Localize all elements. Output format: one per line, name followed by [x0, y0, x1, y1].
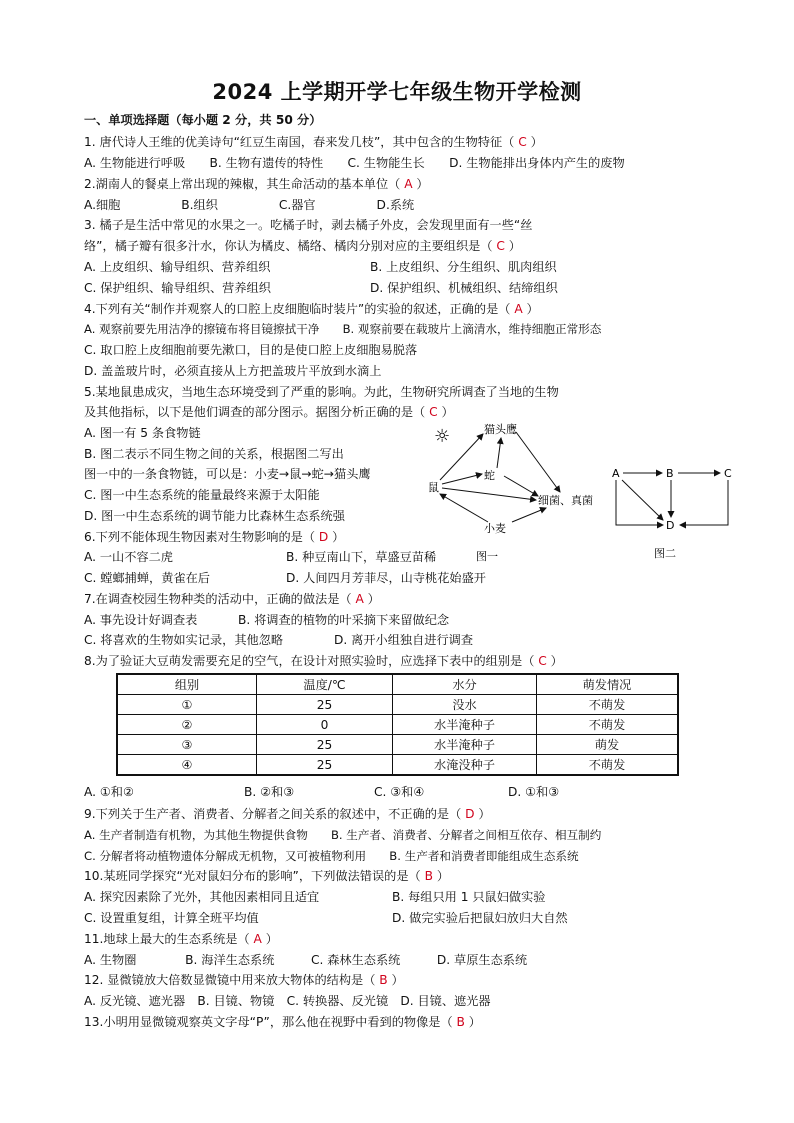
page-title: 2024 上学期开学七年级生物开学检测 — [212, 80, 582, 104]
table-header-row — [117, 674, 678, 695]
arrow-a-d-bracket — [616, 480, 663, 525]
answer: A — [404, 177, 413, 191]
relationship-figure — [608, 460, 738, 568]
question-9-options-ab: A. 生产者制造有机物，为其他生物提供食物 B. 生产者、消费者、分解者之间相互依存、相互制约 — [84, 828, 602, 842]
question-8-option-a: A. ①和② — [84, 785, 134, 799]
table-header: 温度/℃ — [257, 674, 393, 695]
node-c: C — [724, 467, 732, 480]
question-3-option-b: B. 上皮组织、分生组织、肌肉组织 — [370, 260, 557, 274]
question-8-option-c: C. ③和④ — [374, 785, 425, 799]
question-4-options-ab: A. 观察前要先用洁净的擦镜布将目镜擦拭干净 B. 观察前要在载玻片上滴清水，维持细胞正常形态 — [84, 322, 602, 336]
question-10-option-d: D. 做完实验后把鼠妇放归大自然 — [392, 911, 568, 925]
figure-2-caption: 图二 — [654, 547, 676, 560]
section-heading: 一、单项选择题（每小题 2 分，共 50 分） — [84, 113, 322, 127]
question-5-line-1: 5.某地鼠患成灾，当地生态环境受到了严重的影响。为此，生物研究所调查了当地的生物 — [84, 385, 559, 399]
mouse-label: 鼠 — [428, 481, 439, 494]
arrow-mouse-fungi — [442, 488, 536, 500]
table-cell: 萌发 — [537, 735, 679, 755]
table-cell: 不萌发 — [537, 695, 679, 715]
table-cell: 不萌发 — [537, 715, 679, 735]
owl-label: 猫头鹰 — [484, 423, 517, 436]
answer: B — [379, 973, 388, 987]
sun-icon: ☼ — [434, 426, 451, 447]
question-3-line-1: 3. 橘子是生活中常见的水果之一。吃橘子时，剥去橘子外皮，会发现里面有一些“丝 — [84, 218, 533, 232]
question-6-option-b: B. 种豆南山下，草盛豆苗稀 — [286, 550, 437, 564]
question-4: 4.下列有关“制作并观察人的口腔上皮细胞临时装片”的实验的叙述，正确的是（ A ） — [84, 302, 539, 316]
arrow-wheat-fungi — [512, 508, 546, 522]
question-5-line-2: 及其他指标，以下是他们调查的部分图示。据图分析正确的是（ C ） — [84, 405, 454, 419]
question-9-options-cd: C. 分解者将动植物遗体分解成无机物，又可被植物利用 B. 生产者和消费者即能组成生态系统 — [84, 849, 579, 863]
node-a: A — [612, 467, 620, 480]
question-3-line-2: 络”，橘子瓣有很多汁水，你认为橘皮、橘络、橘肉分别对应的主要组织是（ C ） — [84, 239, 521, 253]
question-7-option-d: D. 离开小组独自进行调查 — [334, 633, 474, 647]
question-2: 2.湖南人的餐桌上常出现的辣椒，其生命活动的基本单位（ A ） — [84, 177, 429, 191]
question-1-options: A. 生物能进行呼吸 B. 生物有遗传的特性 C. 生物能生长 D. 生物能排出身体内产生的废物 — [84, 156, 625, 170]
food-web-figure — [428, 418, 618, 568]
table-cell: 25 — [257, 695, 393, 715]
table-cell: 不萌发 — [537, 755, 679, 776]
answer: C — [496, 239, 505, 253]
question-7: 7.在调查校园生物种类的活动中，正确的做法是（ A ） — [84, 592, 380, 606]
question-1: 1. 唐代诗人王维的优美诗句“红豆生南国，春来发几枝”，其中包含的生物特征（ C ） — [84, 135, 543, 149]
answer: D — [465, 807, 475, 821]
arrow-snake-fungi — [504, 476, 538, 496]
answer: C — [538, 654, 547, 668]
table-cell: 没水 — [393, 695, 537, 715]
question-13: 13.小明用显微镜观察英文字母“P”，那么他在视野中看到的物像是（ B ） — [84, 1015, 481, 1029]
question-12: 12. 显微镜放大倍数显微镜中用来放大物体的结构是（ B ） — [84, 973, 404, 987]
node-d: D — [666, 519, 675, 532]
table-header: 水分 — [393, 674, 537, 695]
arrow-mouse-snake — [442, 474, 482, 484]
question-6-option-c: C. 螳螂捕蝉，黄雀在后 — [84, 571, 210, 585]
answer: C — [429, 405, 438, 419]
question-5-option-d: D. 图一中生态系统的调节能力比森林生态系统强 — [84, 509, 345, 523]
table-cell: ③ — [117, 735, 257, 755]
question-12-options: A. 反光镜、遮光器 B. 目镜、物镜 C. 转换器、反光镜 D. 目镜、遮光器 — [84, 994, 491, 1008]
question-3-option-a: A. 上皮组织、输导组织、营养组织 — [84, 260, 271, 274]
question-4-option-d: D. 盖盖玻片时，必须直接从上方把盖玻片平放到水滴上 — [84, 364, 382, 378]
node-b: B — [666, 467, 674, 480]
table-row — [117, 755, 678, 776]
question-8-option-d: D. ①和③ — [508, 785, 560, 799]
table-header: 萌发情况 — [537, 674, 679, 695]
table-cell: 25 — [257, 735, 393, 755]
table-cell: 0 — [257, 715, 393, 735]
answer: B — [424, 869, 433, 883]
question-10-option-a: A. 探究因素除了光外，其他因素相同且适宜 — [84, 890, 320, 904]
answer: A — [253, 932, 262, 946]
table-header: 组别 — [117, 674, 257, 695]
question-3-option-d: D. 保护组织、机械组织、结缔组织 — [370, 281, 558, 295]
figure-1-caption: 图一 — [476, 550, 498, 563]
question-5-option-b-1: B. 图二表示不同生物之间的关系，根据图二写出 — [84, 447, 344, 461]
snake-label: 蛇 — [484, 469, 495, 482]
question-7-option-a: A. 事先设计好调查表 — [84, 613, 198, 627]
question-5-option-c: C. 图一中生态系统的能量最终来源于太阳能 — [84, 488, 320, 502]
table-cell: ② — [117, 715, 257, 735]
question-8: 8.为了验证大豆萌发需要充足的空气，在设计对照实验时，应选择下表中的组别是（ C ） — [84, 654, 563, 668]
table-row — [117, 695, 678, 715]
question-10-option-c: C. 设置重复组，计算全班平均值 — [84, 911, 259, 925]
table-cell: ④ — [117, 755, 257, 776]
question-11-options: A. 生物圈 B. 海洋生态系统 C. 森林生态系统 D. 草原生态系统 — [84, 953, 528, 967]
answer: B — [456, 1015, 465, 1029]
question-8-option-b: B. ②和③ — [244, 785, 295, 799]
table-row — [117, 735, 678, 755]
arrow-c-d — [680, 480, 728, 525]
wheat-label: 小麦 — [484, 522, 506, 535]
question-2-options: A.细胞 B.组织 C.器官 D.系统 — [84, 198, 415, 212]
table-cell: ① — [117, 695, 257, 715]
fungi-label: 细菌、真菌 — [538, 494, 593, 507]
question-6: 6.下列不能体现生物因素对生物影响的是（ D ） — [84, 530, 345, 544]
table-cell: 水半淹种子 — [393, 715, 537, 735]
answer: A — [355, 592, 364, 606]
table-row — [117, 715, 678, 735]
arrow-a-d — [622, 480, 663, 520]
question-10: 10.某班同学探究“光对鼠妇分布的影响”，下列做法错误的是（ B ） — [84, 869, 450, 883]
question-11: 11.地球上最大的生态系统是（ A ） — [84, 932, 278, 946]
answer: D — [318, 530, 329, 544]
arrow-wheat-mouse — [440, 494, 488, 522]
answer: A — [514, 302, 523, 316]
table-cell: 水半淹种子 — [393, 735, 537, 755]
table-cell: 25 — [257, 755, 393, 776]
question-9: 9.下列关于生产者、消费者、分解者之间关系的叙述中，不正确的是（ D ） — [84, 807, 491, 821]
question-7-option-c: C. 将喜欢的生物如实记录，其他忽略 — [84, 633, 284, 647]
arrow-owl-fungi — [516, 432, 560, 492]
question-5-option-b-2: 图一中的一条食物链，可以是：小麦→鼠→蛇→猫头鹰 — [84, 467, 371, 481]
arrow-snake-owl — [497, 438, 501, 468]
question-7-option-b: B. 将调查的植物的叶采摘下来留做纪念 — [238, 613, 450, 627]
question-5-option-a: A. 图一有 5 条食物链 — [84, 426, 201, 440]
question-3-option-c: C. 保护组织、输导组织、营养组织 — [84, 281, 271, 295]
answer: C — [518, 135, 527, 149]
question-10-option-b: B. 每组只用 1 只鼠妇做实验 — [392, 890, 546, 904]
experiment-table — [116, 673, 679, 776]
question-6-option-a: A. 一山不容二虎 — [84, 550, 173, 564]
table-cell: 水淹没种子 — [393, 755, 537, 776]
question-4-option-c: C. 取口腔上皮细胞前要先漱口，目的是使口腔上皮细胞易脱落 — [84, 343, 418, 357]
question-6-option-d: D. 人间四月芳菲尽，山寺桃花始盛开 — [286, 571, 486, 585]
